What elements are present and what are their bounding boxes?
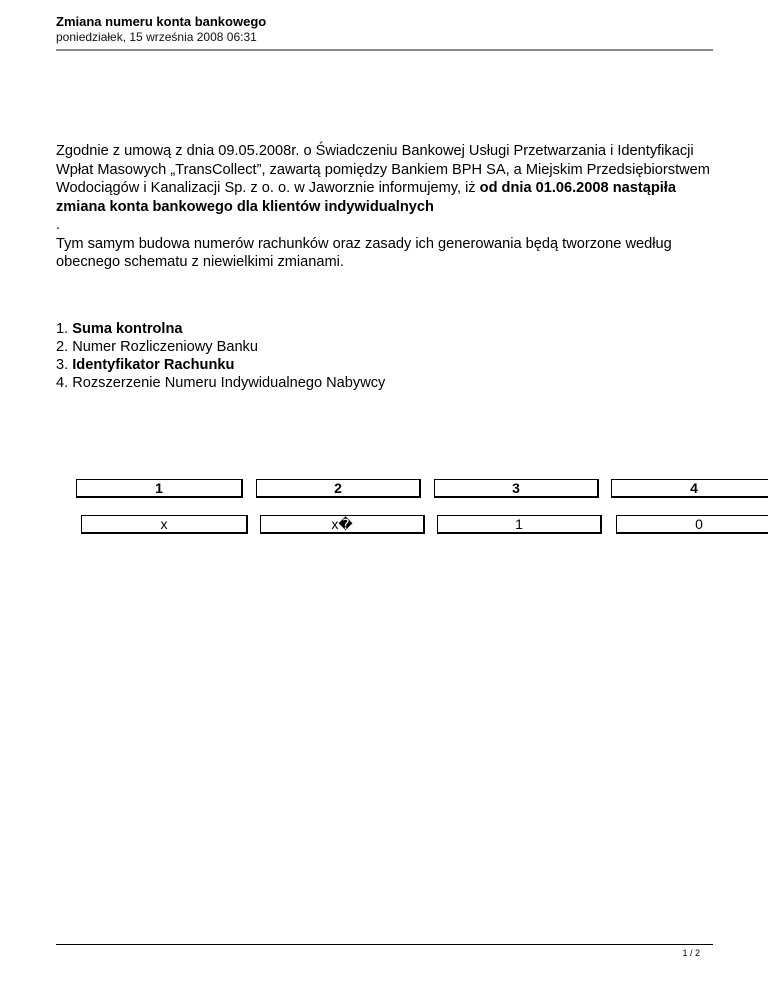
list-item-number: 4. — [56, 375, 69, 391]
table-header-cell: 2 — [256, 479, 421, 498]
table-header-cell: 1 — [76, 479, 243, 498]
list-item — [56, 374, 656, 392]
article-body — [56, 142, 716, 272]
table-value-cell: 1 — [437, 515, 602, 534]
intro-text: Zgodnie z umową z dnia 09.05.2008r. o Świadczeniu Bankowej Usługi Przetwarzania i Identyfikacji Wpłat Masowych „TransCollect”, zawartą pomiędzy Bankiem BPH SA, a Miejskim Przedsiębiorstwem Wodociągów i Kanalizacji Sp. z o. o. w Jaworznie informujemy, iż — [56, 143, 710, 196]
table-value-cell: x — [81, 515, 248, 534]
list-item-label: Identyfikator Rachunku — [72, 357, 235, 373]
intro-paragraph — [56, 142, 716, 216]
table-header-cell: 4 — [611, 479, 768, 498]
list-item-label: Numer Rozliczeniowy Banku — [72, 339, 258, 355]
separator-dot: . — [56, 217, 61, 233]
list-item-number: 2. — [56, 339, 69, 355]
list-item — [56, 320, 656, 338]
list-item-label: Suma kontrolna — [72, 321, 183, 337]
table-value-cell: 0 — [616, 515, 768, 534]
table-value-cell: x� — [260, 515, 425, 534]
header-divider — [56, 49, 713, 51]
account-structure-list — [56, 320, 656, 392]
page-number: 1 / 2 — [682, 948, 700, 958]
table-header-cell: 3 — [434, 479, 599, 498]
list-item-number: 1. — [56, 321, 69, 337]
list-item — [56, 356, 656, 374]
list-item — [56, 338, 656, 356]
list-item-number: 3. — [56, 357, 69, 373]
article-date: poniedziałek, 15 września 2008 06:31 — [56, 30, 257, 44]
footer-divider — [56, 944, 713, 945]
list-item-label: Rozszerzenie Numeru Indywidualnego Nabywcy — [72, 375, 386, 391]
intro-bold-text: od dnia 01.06.2008 nastąpiła zmiana konta bankowego dla klientów indywidualnych — [56, 180, 676, 215]
article-title: Zmiana numeru konta bankowego — [56, 14, 267, 29]
second-paragraph: Tym samym budowa numerów rachunków oraz zasady ich generowania będą tworzone według obecnego schematu z niewielkimi zmianami. — [56, 235, 672, 270]
page-header — [56, 14, 713, 45]
